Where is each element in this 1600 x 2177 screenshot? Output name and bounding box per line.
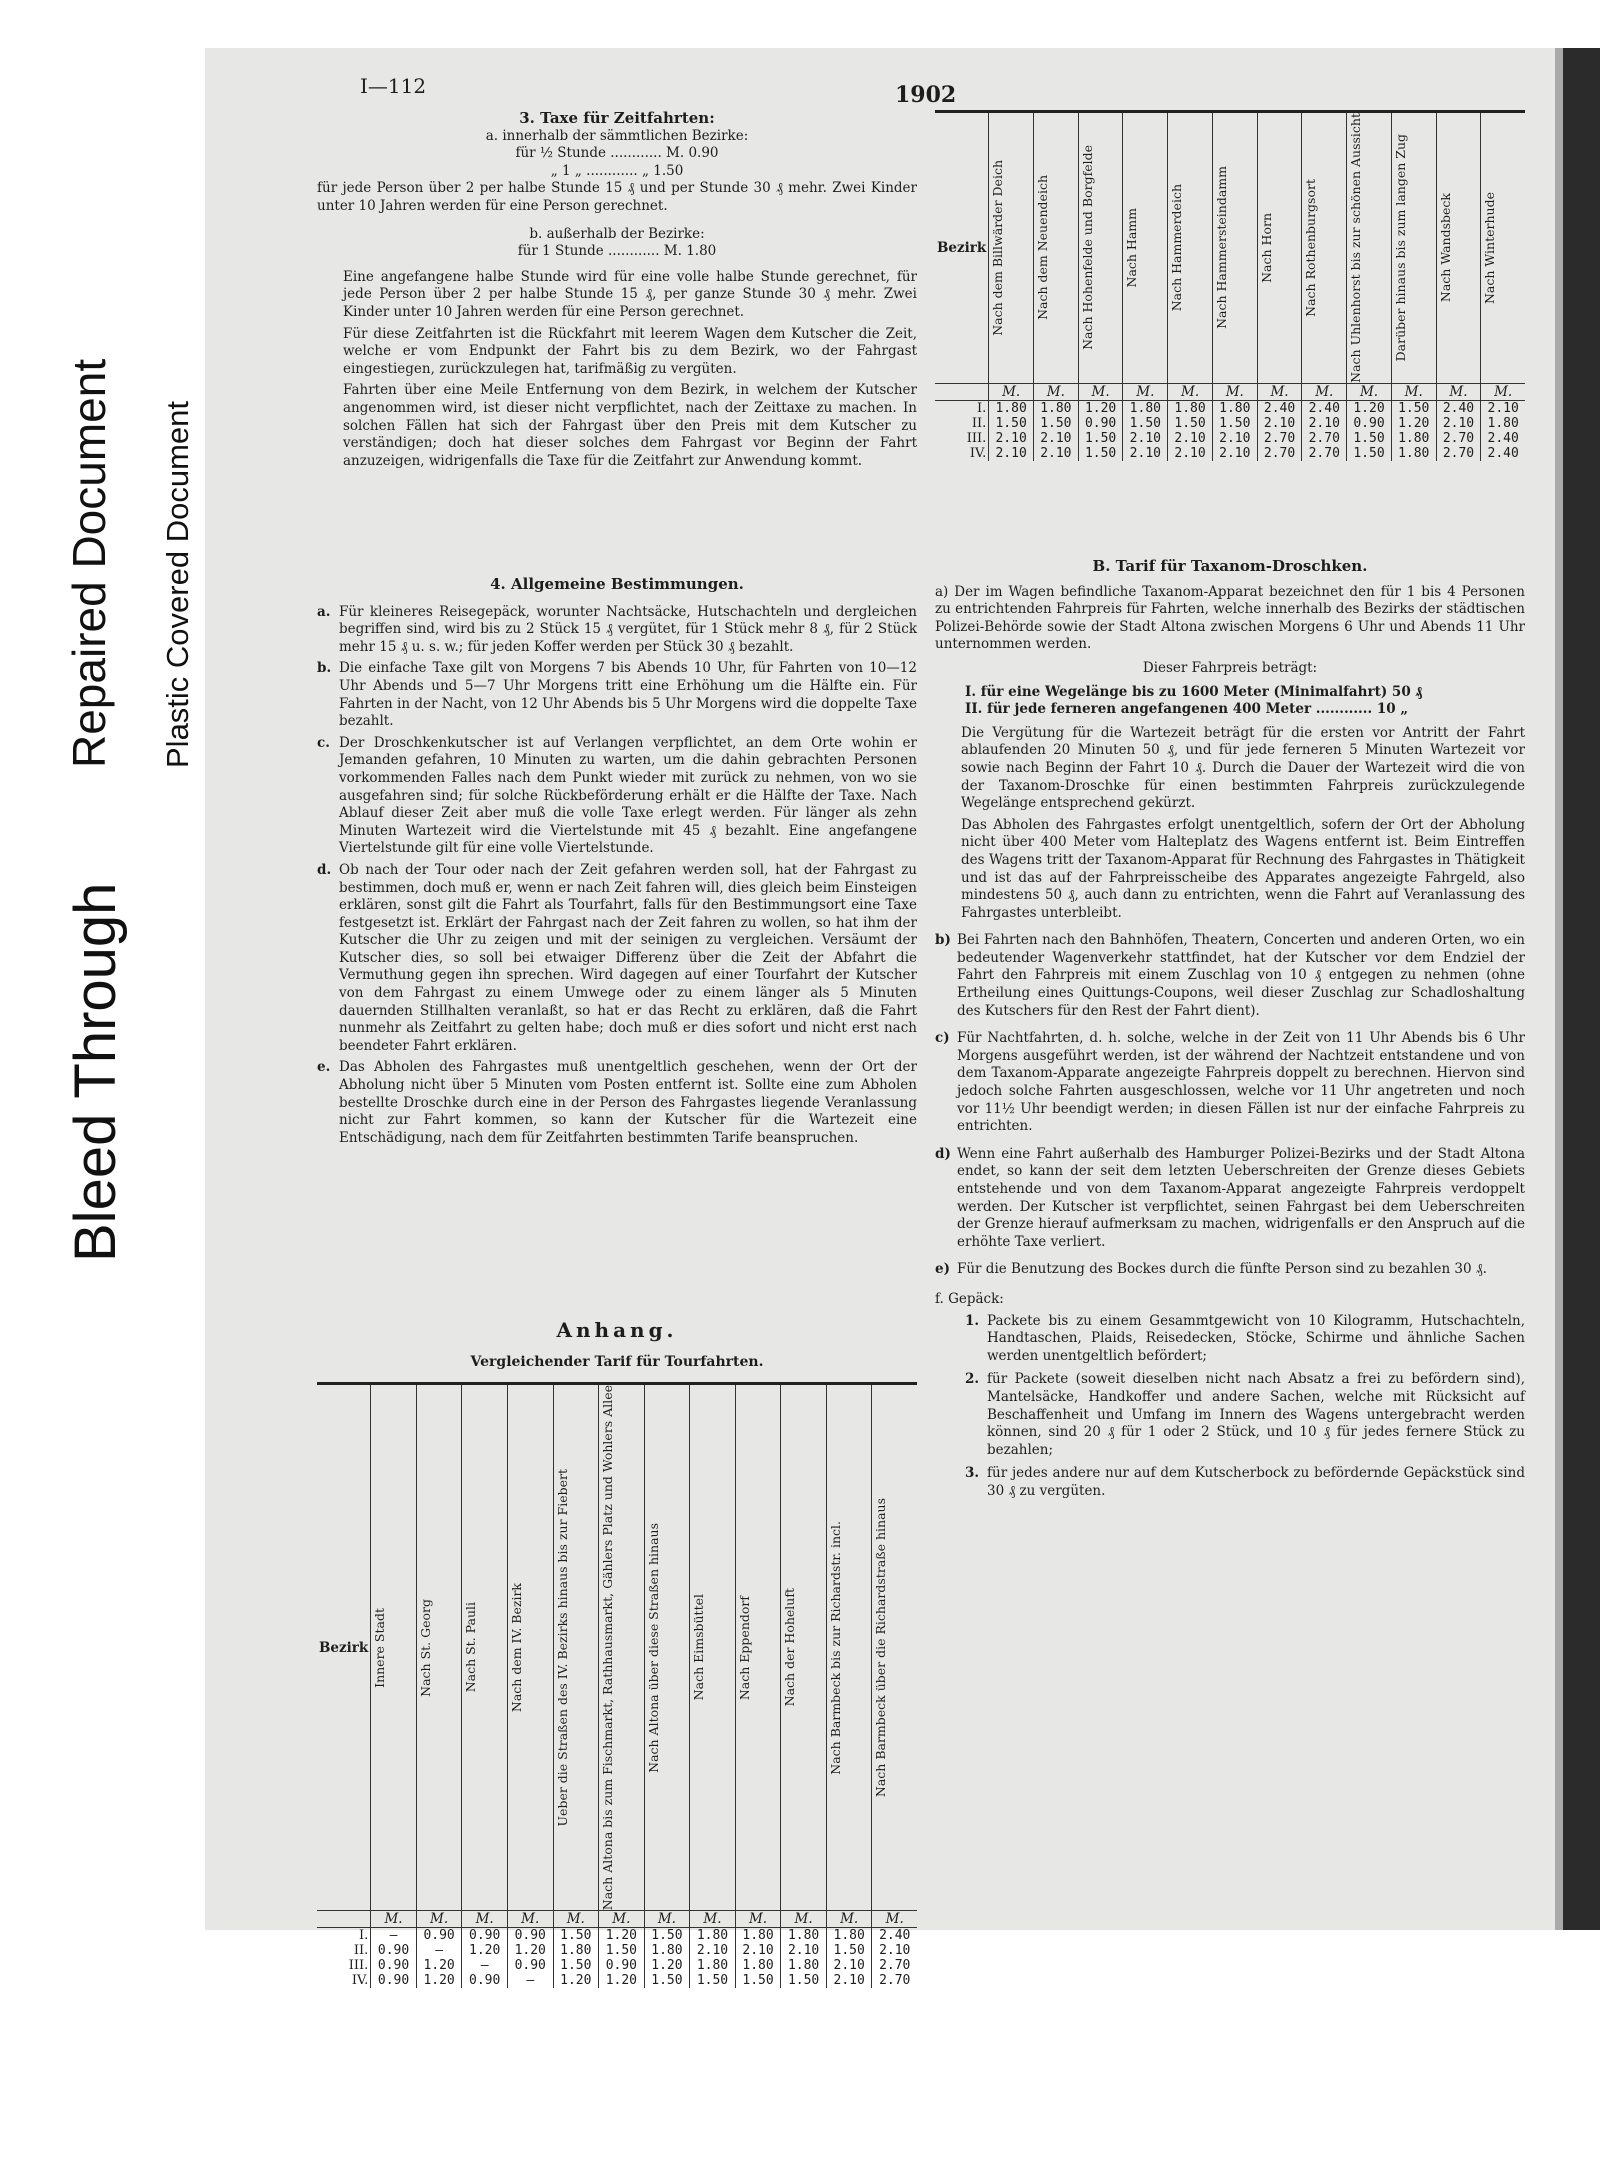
table-cell: 2.10 <box>1436 416 1481 431</box>
table-cell: 2.40 <box>1481 446 1525 461</box>
table-cell: 2.10 <box>1257 416 1302 431</box>
section-b-item <box>935 932 1525 1020</box>
table-cell: 2.10 <box>1212 446 1257 461</box>
table-cell: 2.70 <box>1257 431 1302 446</box>
unit-row <box>935 383 1525 400</box>
item-mark: c. <box>317 734 330 751</box>
fare-line-2: II. für jede ferneren angefangenen 400 Meter ............ 10 „ <box>965 701 1409 718</box>
item-text: für Packete (soweit dieselben nicht nach Absatz a frei zu befördern sind), Mantelsäcke, Handkoffer und andere Sachen, welche mit Rücksicht auf Beschaffenheit und Umfang im Innern des Wagens untergebracht werden können, sind 20 ₰ für 1 oder 2 Stück, und 10 ₰ für jedes fernere Stück zu bezahlen; <box>987 1371 1525 1458</box>
section-3a-rate-half: für ½ Stunde ............ M. 0.90 <box>515 145 719 162</box>
unit-cell: M. <box>1347 383 1392 400</box>
table-cell: 1.20 <box>553 1973 599 1988</box>
table-cell: 0.90 <box>599 1958 645 1973</box>
table-cell: 1.50 <box>1347 431 1392 446</box>
table-cell: 0.90 <box>507 1958 553 1973</box>
section-3-paragraph-2: Für diese Zeitfahrten ist die Rückfahrt mit leerem Wagen dem Kutscher die Zeit, welche er vom Endpunkt der Fahrt bis zu dem Bezirk, wo der Fahrgast eingestiegen, zurückzulegen hat, tarifmäßig zu vergüten. <box>343 325 917 377</box>
column-header-text: Nach St. Pauli <box>463 1602 479 1693</box>
fare-line-1: I. für eine Wegelänge bis zu 1600 Meter (Minimalfahrt) 50 ₰ <box>965 683 1423 700</box>
column-header-text: Nach Hamm <box>1124 208 1140 288</box>
item-mark: 3. <box>965 1465 980 1482</box>
unit-cell: M. <box>462 1911 508 1928</box>
column-header-text: Nach Eimsbüttel <box>691 1594 707 1701</box>
unit-cell: M. <box>1481 383 1525 400</box>
section-4-item <box>317 604 917 657</box>
table-row <box>935 431 1525 446</box>
item-text: Der Droschkenkutscher ist auf Verlangen verpflichtet, an dem Orte wohin er Jemanden gefahren, 10 Minuten zu warten, um die dahin gebrachten Personen vorkommenden Falles nach dem Punkt wieder mit zurück zu nehmen, von wo sie ausgefahren sind; für solche Rückbeförderung erhält er die Hälfte der Taxe. Nach Ablauf dieser Zeit aber muß die volle Taxe erlegt werden. Für länger als zehn Minuten Wartezeit wird die Viertelstunde mit 45 ₰ bezahlt. Eine angefangene Viertelstunde gilt für eine volle Viertelstunde. <box>339 734 917 857</box>
table-cell: 1.80 <box>1391 431 1436 446</box>
unit-cell: M. <box>1168 383 1213 400</box>
table-cell: 1.80 <box>735 1928 781 1944</box>
column-header <box>371 1384 417 1911</box>
table-cell: 1.20 <box>1347 400 1392 416</box>
column-header <box>553 1384 599 1911</box>
column-header-text: Nach dem Neuendeich <box>1035 175 1050 321</box>
table-cell: 1.20 <box>1078 400 1123 416</box>
table-cell: 1.80 <box>553 1943 599 1958</box>
table-cell: 0.90 <box>1078 416 1123 431</box>
section-b-item <box>935 1146 1525 1252</box>
row-label: I. <box>976 400 987 416</box>
section-b-title: B. Tarif für Taxanom-Droschken. <box>1092 557 1368 575</box>
column-header <box>1436 112 1481 384</box>
table-cell: 2.10 <box>690 1943 736 1958</box>
anhang-title: Anhang. <box>556 1318 678 1342</box>
table-cell: 1.80 <box>735 1958 781 1973</box>
column-header <box>872 1384 917 1911</box>
column-header-text: Nach Wandsbeck <box>1437 193 1453 303</box>
table-row <box>935 446 1525 461</box>
column-header <box>507 1384 553 1911</box>
item-text: Packete bis zu einem Gesammtgewicht von 10 Kilogramm, Hutschachteln, Handtaschen, Plaids, Reisedecken, Stöcke, Schirme und ähnliche Sachen werden unentgeltlich befördert; <box>987 1312 1525 1364</box>
table-cell: 2.10 <box>1123 446 1168 461</box>
unit-cell: M. <box>781 1911 827 1928</box>
table-cell: 2.40 <box>1436 400 1481 416</box>
table-cell: 1.50 <box>735 1973 781 1988</box>
page-number: I—112 <box>360 74 427 98</box>
section-3-title: 3. Taxe für Zeitfahrten: <box>519 109 715 127</box>
column-header <box>462 1384 508 1911</box>
item-mark: a. <box>317 603 331 620</box>
table-cell: 0.90 <box>371 1943 417 1958</box>
item-mark: d) <box>935 1145 951 1162</box>
tour-tariff-table <box>317 1382 917 1988</box>
table-cell: 2.70 <box>1257 446 1302 461</box>
table-cell: 2.70 <box>1436 446 1481 461</box>
column-header <box>1078 112 1123 384</box>
unit-cell: M. <box>989 383 1034 400</box>
table-cell: 2.10 <box>1302 416 1347 431</box>
item-mark: d. <box>317 861 332 878</box>
unit-cell <box>935 383 989 400</box>
book-edge <box>1563 48 1600 1930</box>
table-cell: 2.70 <box>1302 446 1347 461</box>
section-3a-rate-full: „ 1 „ ............ „ 1.50 <box>550 162 684 179</box>
column-header-text: Nach Eppendorf <box>736 1595 752 1700</box>
bezirk-header: Bezirk <box>319 1639 369 1656</box>
row-label: II. <box>971 415 987 431</box>
table-cell: 1.50 <box>826 1943 872 1958</box>
column-header-text: Nach der Hoheluft <box>782 1588 798 1707</box>
table-cell: 2.40 <box>1257 400 1302 416</box>
column-header-text: Nach Uhlenhorst bis zur schönen Aussicht <box>1348 113 1364 383</box>
section-b <box>935 558 1525 1505</box>
column-header <box>1302 112 1347 384</box>
section-b-item <box>935 1030 1525 1136</box>
table-cell: 1.50 <box>553 1958 599 1973</box>
column-header <box>416 1384 462 1911</box>
table-cell: 1.80 <box>781 1928 827 1944</box>
plastic-covered-label: Plastic Covered Document <box>160 401 195 768</box>
column-header-text: Nach Winterhude <box>1482 191 1498 304</box>
column-header <box>735 1384 781 1911</box>
unit-cell: M. <box>826 1911 872 1928</box>
column-header <box>1391 112 1436 384</box>
table-row <box>317 1973 917 1988</box>
table-cell: 2.10 <box>826 1973 872 1988</box>
table-cell: 2.40 <box>1302 400 1347 416</box>
item-mark: 2. <box>965 1371 980 1388</box>
table-cell: 0.90 <box>462 1928 508 1944</box>
item-mark: c) <box>935 1030 950 1047</box>
table-cell: 2.10 <box>989 446 1034 461</box>
row-label: III. <box>348 1958 369 1974</box>
section-4-item <box>317 1059 917 1147</box>
table-cell: 1.20 <box>507 1943 553 1958</box>
table-cell: — <box>462 1958 508 1973</box>
item-text: Das Abholen des Fahrgastes muß unentgeltlich geschehen, wenn der Ort der Abholung nicht über 5 Minuten vom Posten entfernt ist. Sollte eine zum Abholen bestellte Droschke durch eine in der Person des Fahrgastes liegende Veranlassung nicht zur Fahrt kommen, so kann der Kutscher für die Wartezeit eine Entschädigung, nach dem für Zeitfahrten bestimmten Tarife beanspruchen. <box>339 1059 917 1146</box>
section-b-item <box>935 1261 1525 1279</box>
unit-cell: M. <box>644 1911 690 1928</box>
section-4-item <box>317 660 917 730</box>
unit-cell: M. <box>1212 383 1257 400</box>
column-header-text: Nach Barmbeck über die Richardstraße hinaus <box>873 1498 889 1798</box>
table-cell: 1.80 <box>1168 400 1213 416</box>
column-header <box>1257 112 1302 384</box>
table-cell: 0.90 <box>1347 416 1392 431</box>
unit-row <box>317 1911 917 1928</box>
table-cell: 1.80 <box>690 1928 736 1944</box>
section-3-paragraph-3: Fahrten über eine Meile Entfernung von dem Bezirk, in welchem der Kutscher angenommen wird, ist dieser nicht verpflichtet, nach der Zeittaxe zu machen. In solchen Fällen hat sich der Fahrgast über den Preis mit dem Kutscher zu verständigen; doch hat dieser solches dem Fahrgast vor Beginn der Fahrt anzuzeigen, widrigenfalls die Taxe für die Zeitfahrt zur Anwendung kommt. <box>343 382 917 469</box>
table-cell: 2.40 <box>872 1928 917 1944</box>
table-cell: 2.10 <box>1168 431 1213 446</box>
table-row <box>317 1958 917 1973</box>
luggage-title: f. Gepäck: <box>935 1290 1004 1307</box>
item-mark: 1. <box>965 1312 980 1329</box>
column-header-text: Nach dem Billwärder Deich <box>990 160 1006 336</box>
table-cell: 1.50 <box>1168 416 1213 431</box>
column-header <box>1168 112 1213 384</box>
unit-cell: M. <box>735 1911 781 1928</box>
item-text: Für die Benutzung des Bockes durch die fünfte Person sind zu bezahlen 30 ₰. <box>957 1261 1487 1278</box>
table-cell: 1.80 <box>690 1958 736 1973</box>
table-cell: 1.50 <box>1034 416 1079 431</box>
row-label: IV. <box>351 1973 369 1989</box>
item-mark: b. <box>317 660 332 677</box>
section-3a-title: a. innerhalb der sämmtlichen Bezirke: <box>485 127 749 144</box>
unit-cell: M. <box>371 1911 417 1928</box>
table-cell: 1.80 <box>1481 416 1525 431</box>
column-header <box>826 1384 872 1911</box>
column-header-text: Nach St. Georg <box>417 1598 433 1697</box>
table-cell: 1.50 <box>1123 416 1168 431</box>
column-header-text: Nach Hammerdeich <box>1169 184 1185 312</box>
column-header-text: Nach Barmbeck bis zur Richardstr. incl. <box>827 1520 843 1775</box>
column-header <box>989 112 1034 384</box>
unit-cell: M. <box>1391 383 1436 400</box>
scanned-page <box>205 48 1600 1989</box>
column-header-text: Innere Stadt <box>372 1607 388 1688</box>
table-row <box>317 1943 917 1958</box>
luggage-item <box>965 1465 1525 1500</box>
table-cell: 1.80 <box>781 1958 827 1973</box>
repaired-document-label: Repaired Document <box>63 358 115 768</box>
table-cell: 1.50 <box>1347 446 1392 461</box>
luggage-item <box>965 1313 1525 1366</box>
unit-cell: M. <box>872 1911 917 1928</box>
column-header <box>1347 112 1392 384</box>
section-4-title: 4. Allgemeine Bestimmungen. <box>490 575 744 593</box>
row-label: II. <box>353 1943 369 1959</box>
column-header-text: Nach Hammersteindamm <box>1213 166 1229 330</box>
section-b-intro: a) Der im Wagen befindliche Taxanom-Apparat bezeichnet den für 1 bis 4 Personen zu entrichtenden Fahrpreis für Fahrten, welche innerhalb des Bezirks der städtischen Polizei-Behörde sowie der Stadt Altona zwischen Morgens 6 Uhr und Abends 11 Uhr unternommen werden. <box>935 583 1525 653</box>
table-cell: — <box>371 1928 417 1944</box>
table-cell: 1.80 <box>644 1943 690 1958</box>
unit-cell: M. <box>1436 383 1481 400</box>
table-cell: 2.10 <box>781 1943 827 1958</box>
table-cell: — <box>507 1973 553 1988</box>
document-page <box>205 48 1563 1989</box>
item-mark: b) <box>935 932 951 949</box>
table-cell: 1.80 <box>1034 400 1079 416</box>
column-header-text: Nach Horn <box>1258 212 1274 283</box>
table-cell: 2.10 <box>1034 431 1079 446</box>
column-header <box>690 1384 736 1911</box>
page-year: 1902 <box>895 82 957 108</box>
table-cell: 1.20 <box>599 1973 645 1988</box>
section-4 <box>317 576 917 1151</box>
table-cell: 2.10 <box>1123 431 1168 446</box>
table-cell: 1.50 <box>989 416 1034 431</box>
table-cell: 2.70 <box>1436 431 1481 446</box>
fare-intro: Dieser Fahrpreis beträgt: <box>1142 659 1318 676</box>
table-cell: 2.10 <box>826 1958 872 1973</box>
unit-cell: M. <box>1123 383 1168 400</box>
column-header <box>1123 112 1168 384</box>
bezirk-header: Bezirk <box>937 239 987 256</box>
table-cell: 1.20 <box>1391 416 1436 431</box>
table-cell: 2.10 <box>1168 446 1213 461</box>
column-header <box>1481 112 1525 384</box>
unit-cell: M. <box>1034 383 1079 400</box>
table-cell: 1.20 <box>644 1958 690 1973</box>
anhang-subtitle: Vergleichender Tarif für Tourfahrten. <box>470 1354 764 1370</box>
table-cell: 1.80 <box>1391 446 1436 461</box>
table-cell: 2.70 <box>1302 431 1347 446</box>
column-header-text: Ueber die Straßen des IV. Bezirks hinaus bis zur Fiebert <box>554 1468 570 1827</box>
table-cell: 0.90 <box>462 1973 508 1988</box>
item-text: Für kleineres Reisegepäck, worunter Nachtsäcke, Hutschachteln und dergleichen begriffen sind, wird bis zu 2 Stück 15 ₰ vergütet, für 1 Stück mehr 8 ₰, für 2 Stück mehr 15 ₰ u. s. w.; für jeden Koffer werden per Stück 30 ₰ bezahlt. <box>339 603 917 655</box>
section-4-item <box>317 735 917 858</box>
table-cell: 1.20 <box>599 1928 645 1944</box>
table-cell: 2.10 <box>1212 431 1257 446</box>
table-row <box>935 416 1525 431</box>
bleed-through-label: Bleed Through <box>63 882 128 1262</box>
table-cell: 1.50 <box>1078 431 1123 446</box>
unit-cell: M. <box>1257 383 1302 400</box>
column-header-text: Nach Hohenfelde und Borgfelde <box>1079 145 1095 351</box>
table-cell: 1.80 <box>1123 400 1168 416</box>
row-label: I. <box>358 1928 369 1944</box>
unit-cell <box>317 1911 371 1928</box>
column-header <box>1212 112 1257 384</box>
row-label: IV. <box>969 445 987 461</box>
table-cell: 1.20 <box>462 1943 508 1958</box>
table-cell: 0.90 <box>416 1928 462 1944</box>
table-cell: 1.20 <box>416 1958 462 1973</box>
pickup-paragraph: Das Abholen des Fahrgastes erfolgt unentgeltlich, sofern der Ort der Abholung nicht über 400 Meter vom Halteplatz des Wagens entfernt ist. Beim Eintreffen des Wagens tritt der Taxanom-Apparat für Rechnung des Fahrgastes in Thätigkeit und ist das auf der Fahrpreisscheibe des Apparates angezeigte Fahrgeld, also mindestens 50 ₰, auch dann zu entrichten, wenn die Fahrt auf Veranlassung des Fahrgastes unterbleibt. <box>961 816 1525 921</box>
table-cell: 2.10 <box>1481 400 1525 416</box>
unit-cell: M. <box>690 1911 736 1928</box>
table-cell: 2.40 <box>1481 431 1525 446</box>
table-cell: 2.70 <box>872 1973 917 1988</box>
table-cell: 0.90 <box>371 1958 417 1973</box>
table-row <box>317 1928 917 1944</box>
column-header <box>644 1384 690 1911</box>
table-cell: 1.50 <box>644 1973 690 1988</box>
table-cell: — <box>416 1943 462 1958</box>
table-cell: 1.50 <box>1391 400 1436 416</box>
table-cell: 1.20 <box>416 1973 462 1988</box>
column-header <box>599 1384 645 1911</box>
column-header-text: Nach Altona über diese Straßen hinaus <box>645 1522 661 1773</box>
section-3b-rate: für 1 Stunde ............ M. 1.80 <box>517 243 717 260</box>
luggage-item <box>965 1371 1525 1459</box>
district-tariff-table <box>935 110 1525 461</box>
table-cell: 0.90 <box>507 1928 553 1944</box>
row-label: III. <box>966 430 987 446</box>
unit-cell: M. <box>1302 383 1347 400</box>
table-cell: 2.10 <box>735 1943 781 1958</box>
item-mark: e) <box>935 1261 950 1278</box>
column-header-text: Darüber hinaus bis zum langen Zug <box>1392 134 1408 362</box>
section-3a-text: für jede Person über 2 per halbe Stunde 15 ₰ und per Stunde 30 ₰ mehr. Zwei Kinder unter 10 Jahren werden für eine Person gerechnet. <box>317 180 917 214</box>
item-text: Für Nachtfahrten, d. h. solche, welche in der Zeit von 11 Uhr Abends bis 6 Uhr Morgens ausgeführt werden, ist der während der Nachtzeit entstandene und von dem Taxanom-Apparate angezeigte Fahrpreis doppelt zu berechnen. Hiervon sind jedoch solche Fahrten ausgeschlossen, welche vor 11 Uhr angetreten und noch vor 11½ Uhr beendigt werden; in diesen Fällen ist nur der einfache Fahrpreis zu entrichten. <box>957 1030 1525 1135</box>
unit-cell: M. <box>416 1911 462 1928</box>
table-cell: 1.50 <box>1078 446 1123 461</box>
item-text: Bei Fahrten nach den Bahnhöfen, Theatern, Concerten und anderen Orten, wo ein bedeutender Wagenverkehr stattfindet, hat der Kutscher vor dem Endziel der Fahrt den Fahrpreis mit einem Zuschlag von 10 ₰ entgegen zu nehmen (ohne Ertheilung eines Quittungs-Coupons, weil dieser Zuschlag zur Schadloshaltung des Kutschers für den Rest der Fahrt dient). <box>957 932 1525 1019</box>
column-header <box>1034 112 1079 384</box>
table-cell: 1.50 <box>599 1943 645 1958</box>
item-text: Ob nach der Tour oder nach der Zeit gefahren werden soll, hat der Fahrgast zu bestimmen, doch muß er, wenn er nach Zeit fahren will, dies gleich beim Einsteigen erklären, sonst gilt die Fahrt als Tourfahrt, falls für den Bestimmungsort eine Taxe festgesetzt ist. Erklärt der Fahrgast nach der Zeit fahren zu wollen, so hat ihm der Kutscher die Uhr zu zeigen und mit der seinigen zu vergleichen. Versäumt der Kutscher dies, so soll bei etwaiger Differenz über die Zeit der Abfahrt die Vermuthung gegen ihn sprechen. Wird dagegen auf einer Tourfahrt der Kutscher von dem Fahrgast zu einem Umwege oder zu einem länger als 5 Minuten dauernden Stillhalten veranlaßt, so hat er das Recht zu erklären, daß die Fahrt nunmehr als Zeitfahrt zu gelten habe; doch muß er dies sofort und nicht erst nach beendeter Fahrt erklären. <box>339 861 917 1054</box>
table-cell: 1.50 <box>1212 416 1257 431</box>
item-mark: e. <box>317 1059 331 1076</box>
unit-cell: M. <box>507 1911 553 1928</box>
section-3 <box>317 110 917 474</box>
table-cell: 2.70 <box>872 1958 917 1973</box>
table-cell: 1.50 <box>553 1928 599 1944</box>
table-cell: 1.50 <box>644 1928 690 1944</box>
tour-tariff-grid <box>317 1382 917 1988</box>
section-3-paragraph-1: Eine angefangene halbe Stunde wird für eine volle halbe Stunde gerechnet, für jede Person über 2 per halbe Stunde 15 ₰, per ganze Stunde 30 ₰ mehr. Zwei Kinder unter 10 Jahren werden für eine Person gerechnet. <box>343 268 917 320</box>
unit-cell: M. <box>553 1911 599 1928</box>
district-tariff-grid <box>935 110 1525 461</box>
waiting-time-paragraph: Die Vergütung für die Wartezeit beträgt für die ersten vor Antritt der Fahrt ablaufenden 20 Minuten 50 ₰, und für jede ferneren 5 Minuten Wartezeit vor sowie nach Beginn der Fahrt 10 ₰. Durch die Dauer der Wartezeit wird die von der Taxanom-Droschke für einen bestimmten Fahrpreis zurückzulegende Wegelänge entsprechend gekürzt. <box>961 724 1525 812</box>
table-cell: 2.10 <box>872 1943 917 1958</box>
table-cell: 1.50 <box>690 1973 736 1988</box>
section-4-item <box>317 862 917 1056</box>
table-cell: 1.80 <box>826 1928 872 1944</box>
item-text: für jedes andere nur auf dem Kutscherbock zu befördernde Gepäckstück sind 30 ₰ zu vergüten. <box>987 1465 1525 1499</box>
column-header-text: Nach Rothenburgsort <box>1303 178 1319 317</box>
table-cell: 1.80 <box>1212 400 1257 416</box>
section-3b-title: b. außerhalb der Bezirke: <box>529 225 705 242</box>
table-row <box>935 400 1525 416</box>
table-cell: 2.10 <box>1034 446 1079 461</box>
column-header-text: Nach dem IV. Bezirk <box>508 1583 524 1713</box>
unit-cell: M. <box>1078 383 1123 400</box>
column-header-text: Nach Altona bis zum Fischmarkt, Rathhausmarkt, Gählers Platz und Wohlers Allee <box>600 1385 616 1911</box>
unit-cell: M. <box>599 1911 645 1928</box>
column-header <box>781 1384 827 1911</box>
table-cell: 0.90 <box>371 1973 417 1988</box>
table-cell: 1.50 <box>781 1973 827 1988</box>
table-cell: 1.80 <box>989 400 1034 416</box>
item-text: Die einfache Taxe gilt von Morgens 7 bis Abends 10 Uhr, für Fahrten von 10—12 Uhr Abends und 5—7 Uhr Morgens tritt eine Erhöhung um die Hälfte ein. Für Fahrten in der Nacht, von 12 Uhr Abends bis 5 Uhr Morgens wird die doppelte Taxe bezahlt. <box>339 660 917 730</box>
item-text: Wenn eine Fahrt außerhalb des Hamburger Polizei-Bezirks und der Stadt Altona endet, so kann der seit dem letzten Ueberschreiten der Grenze dieses Gebiets entstehende und von dem Taxanom-Apparat angezeigte Fahrpreis verdoppelt werden. Der Kutscher ist verpflichtet, seinen Fahrgast bei dem Ueberschreiten der Grenze hierauf aufmerksam zu machen, widrigenfalls er den Anspruch auf die erhöhte Taxe verliert. <box>957 1145 1525 1250</box>
table-cell: 2.10 <box>989 431 1034 446</box>
